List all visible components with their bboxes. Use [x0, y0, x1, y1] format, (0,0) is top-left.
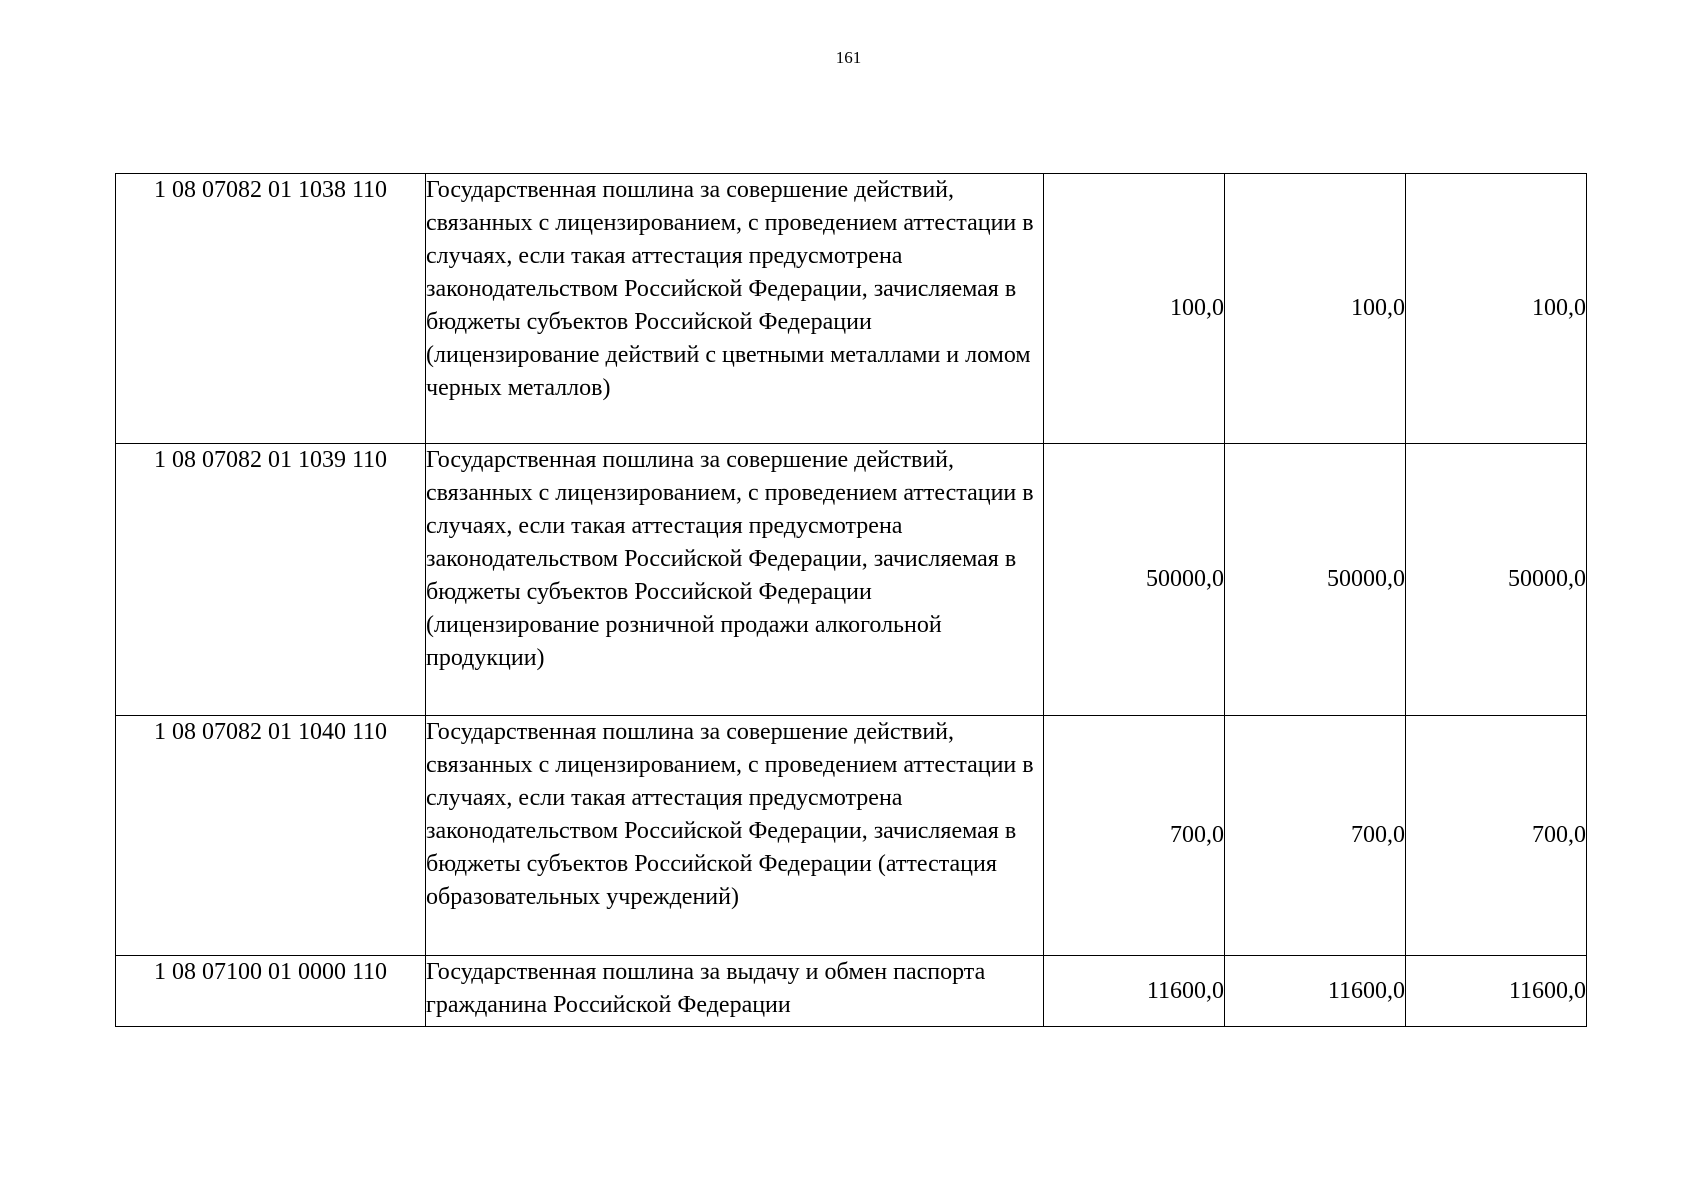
- revenue-code-cell: 1 08 07082 01 1039 110: [116, 444, 426, 716]
- amount-cell-year-3: 100,0: [1406, 174, 1587, 444]
- amount-cell-year-3: 700,0: [1406, 716, 1587, 956]
- amount-cell-year-1: 50000,0: [1044, 444, 1225, 716]
- amount-cell-year-2: 11600,0: [1225, 956, 1406, 1027]
- revenue-code-cell: 1 08 07100 01 0000 110: [116, 956, 426, 1027]
- table-row: [116, 174, 1587, 444]
- revenue-name-cell: Государственная пошлина за совершение действий, связанных с лицензированием, с проведением аттестации в случаях, если такая аттестация предусмотрена законодательством Российской Федерации, зачисляемая в бюджеты субъектов Российской Федерации (лицензирование розничной продажи алкогольной продукции): [426, 444, 1044, 716]
- revenue-code-cell: 1 08 07082 01 1040 110: [116, 716, 426, 956]
- page-number: 161: [835, 48, 862, 67]
- revenue-name-cell: Государственная пошлина за выдачу и обмен паспорта гражданина Российской Федерации: [426, 956, 1044, 1027]
- table-row: [116, 444, 1587, 716]
- revenue-code-cell: 1 08 07082 01 1038 110: [116, 174, 426, 444]
- amount-cell-year-1: 11600,0: [1044, 956, 1225, 1027]
- amount-cell-year-1: 100,0: [1044, 174, 1225, 444]
- amount-cell-year-2: 100,0: [1225, 174, 1406, 444]
- table-row: [116, 716, 1587, 956]
- revenue-name-cell: Государственная пошлина за совершение действий, связанных с лицензированием, с проведением аттестации в случаях, если такая аттестация предусмотрена законодательством Российской Федерации, зачисляемая в бюджеты субъектов Российской Федерации (аттестация образовательных учреждений): [426, 716, 1044, 956]
- table-row: [116, 956, 1587, 1027]
- amount-cell-year-2: 700,0: [1225, 716, 1406, 956]
- budget-revenue-table: [115, 173, 1587, 1027]
- amount-cell-year-1: 700,0: [1044, 716, 1225, 956]
- revenue-name-cell: Государственная пошлина за совершение действий, связанных с лицензированием, с проведением аттестации в случаях, если такая аттестация предусмотрена законодательством Российской Федерации, зачисляемая в бюджеты субъектов Российской Федерации (лицензирование действий с цветными металлами и ломом черных металлов): [426, 174, 1044, 444]
- amount-cell-year-3: 11600,0: [1406, 956, 1587, 1027]
- amount-cell-year-2: 50000,0: [1225, 444, 1406, 716]
- amount-cell-year-3: 50000,0: [1406, 444, 1587, 716]
